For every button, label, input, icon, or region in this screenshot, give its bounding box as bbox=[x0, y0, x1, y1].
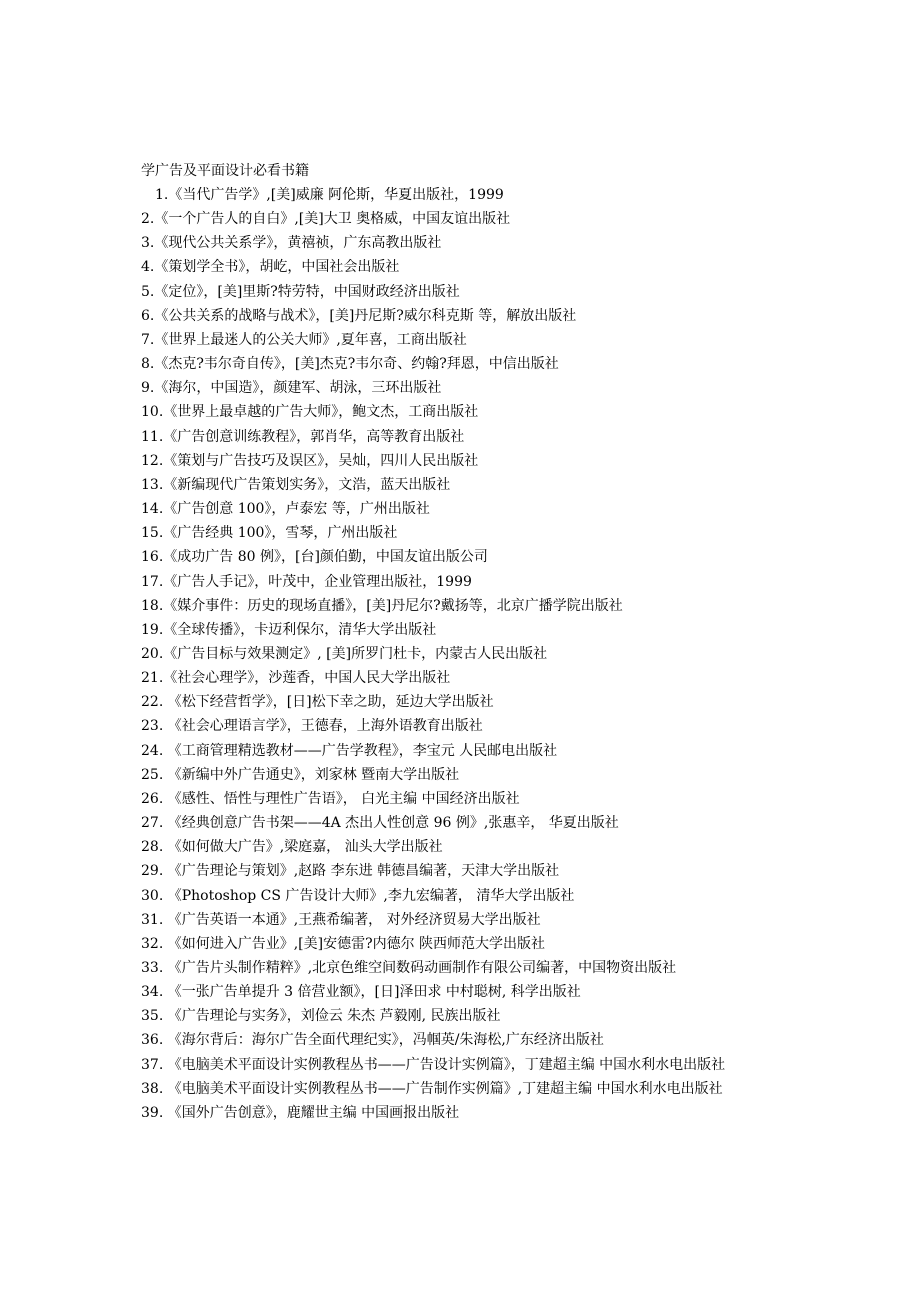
book-item: 36. 《海尔背后：海尔广告全面代理纪实》，冯帼英/朱海松,广东经济出版社 bbox=[141, 1032, 604, 1049]
book-item: 25. 《新编中外广告通史》，刘家林 暨南大学出版社 bbox=[141, 766, 460, 783]
document-title: 学广告及平面设计必看书籍 bbox=[141, 163, 309, 179]
book-item: 26. 《感性、悟性与理性广告语》， 白光主编 中国经济出版社 bbox=[141, 790, 520, 807]
book-item: 18.《媒介事件：历史的现场直播》，[美]丹尼尔?戴扬等，北京广播学院出版社 bbox=[141, 597, 623, 614]
book-item: 13.《新编现代广告策划实务》，文浩，蓝天出版社 bbox=[141, 476, 451, 493]
book-item: 31. 《广告英语一本通》,王燕希编著， 对外经济贸易大学出版社 bbox=[141, 911, 541, 928]
book-item: 27. 《经典创意广告书架——4A 杰出人性创意 96 例》,张惠辛， 华夏出版社 bbox=[141, 815, 619, 832]
book-item: 1.《当代广告学》,[美]威廉 阿伦斯，华夏出版社，1999 bbox=[155, 187, 504, 203]
book-item: 3.《现代公共关系学》，黄禧祯，广东高教出版社 bbox=[141, 235, 442, 252]
book-item: 10.《世界上最卓越的广告大师》，鲍文杰，工商出版社 bbox=[141, 404, 479, 421]
book-item: 37. 《电脑美术平面设计实例教程丛书——广告设计实例篇》，丁建超主编 中国水利水电出版社 bbox=[141, 1056, 726, 1073]
book-item: 5.《定位》，[美]里斯?特劳特，中国财政经济出版社 bbox=[141, 283, 460, 300]
book-item: 32. 《如何进入广告业》,[美]安德雷?内德尔 陕西师范大学出版社 bbox=[141, 935, 546, 952]
book-item: 35. 《广告理论与实务》，刘俭云 朱杰 芦毅刚, 民族出版社 bbox=[141, 1008, 501, 1025]
book-item: 34. 《一张广告单提升 3 倍营业额》，[日]泽田求 中村聪树, 科学出版社 bbox=[141, 984, 581, 1001]
book-item: 16.《成功广告 80 例》，[台]颜伯勤，中国友谊出版公司 bbox=[141, 549, 488, 566]
book-item: 29. 《广告理论与策划》,赵路 李东进 韩德昌编著，天津大学出版社 bbox=[141, 863, 560, 880]
book-item: 7.《世界上最迷人的公关大师》,夏年喜，工商出版社 bbox=[141, 331, 467, 348]
book-item: 2.《一个广告人的自白》,[美]大卫 奥格威，中国友谊出版社 bbox=[141, 211, 511, 228]
book-item: 19.《全球传播》，卡迈利保尔，清华大学出版社 bbox=[141, 621, 437, 638]
book-list bbox=[141, 183, 789, 1125]
book-item: 17.《广告人手记》，叶茂中，企业管理出版社，1999 bbox=[141, 573, 472, 590]
book-item: 15.《广告经典 100》，雪琴，广州出版社 bbox=[141, 525, 398, 542]
book-item: 12.《策划与广告技巧及误区》，吴灿，四川人民出版社 bbox=[141, 452, 479, 469]
book-item: 21.《社会心理学》，沙莲香，中国人民大学出版社 bbox=[141, 670, 451, 687]
book-item: 39. 《国外广告创意》，鹿耀世主编 中国画报出版社 bbox=[141, 1104, 460, 1121]
book-item: 4.《策划学全书》，胡屹，中国社会出版社 bbox=[141, 259, 400, 276]
book-item: 20.《广告目标与效果测定》, [美]所罗门杜卡，内蒙古人民出版社 bbox=[141, 645, 548, 662]
book-item: 38. 《电脑美术平面设计实例教程丛书——广告制作实例篇》,丁建超主编 中国水利水电出版社 bbox=[141, 1080, 723, 1097]
book-item: 14.《广告创意 100》，卢泰宏 等，广州出版社 bbox=[141, 501, 430, 518]
book-item: 23. 《社会心理语言学》，王德春，上海外语教育出版社 bbox=[141, 718, 483, 735]
book-item: 9.《海尔，中国造》，颜建军、胡泳，三环出版社 bbox=[141, 380, 442, 397]
book-item: 33. 《广告片头制作精粹》,北京色维空间数码动画制作有限公司编著，中国物资出版社 bbox=[141, 960, 677, 976]
book-item: 22. 《松下经营哲学》，[日]松下幸之助，延边大学出版社 bbox=[141, 694, 494, 711]
book-item: 30. 《Photoshop CS 广告设计大师》,李九宏编著， 清华大学出版社 bbox=[141, 887, 575, 904]
book-item: 6.《公共关系的战略与战术》，[美]丹尼斯?威尔科克斯 等，解放出版社 bbox=[141, 307, 577, 324]
book-item: 24. 《工商管理精选教材——广告学教程》，李宝元 人民邮电出版社 bbox=[141, 742, 558, 759]
book-item: 28. 《如何做大广告》,梁庭嘉， 汕头大学出版社 bbox=[141, 839, 443, 856]
book-item: 8.《杰克?韦尔奇自传》，[美]杰克?韦尔奇、约翰?拜恩，中信出版社 bbox=[141, 356, 559, 373]
book-item: 11.《广告创意训练教程》，郭肖华，高等教育出版社 bbox=[141, 428, 465, 445]
